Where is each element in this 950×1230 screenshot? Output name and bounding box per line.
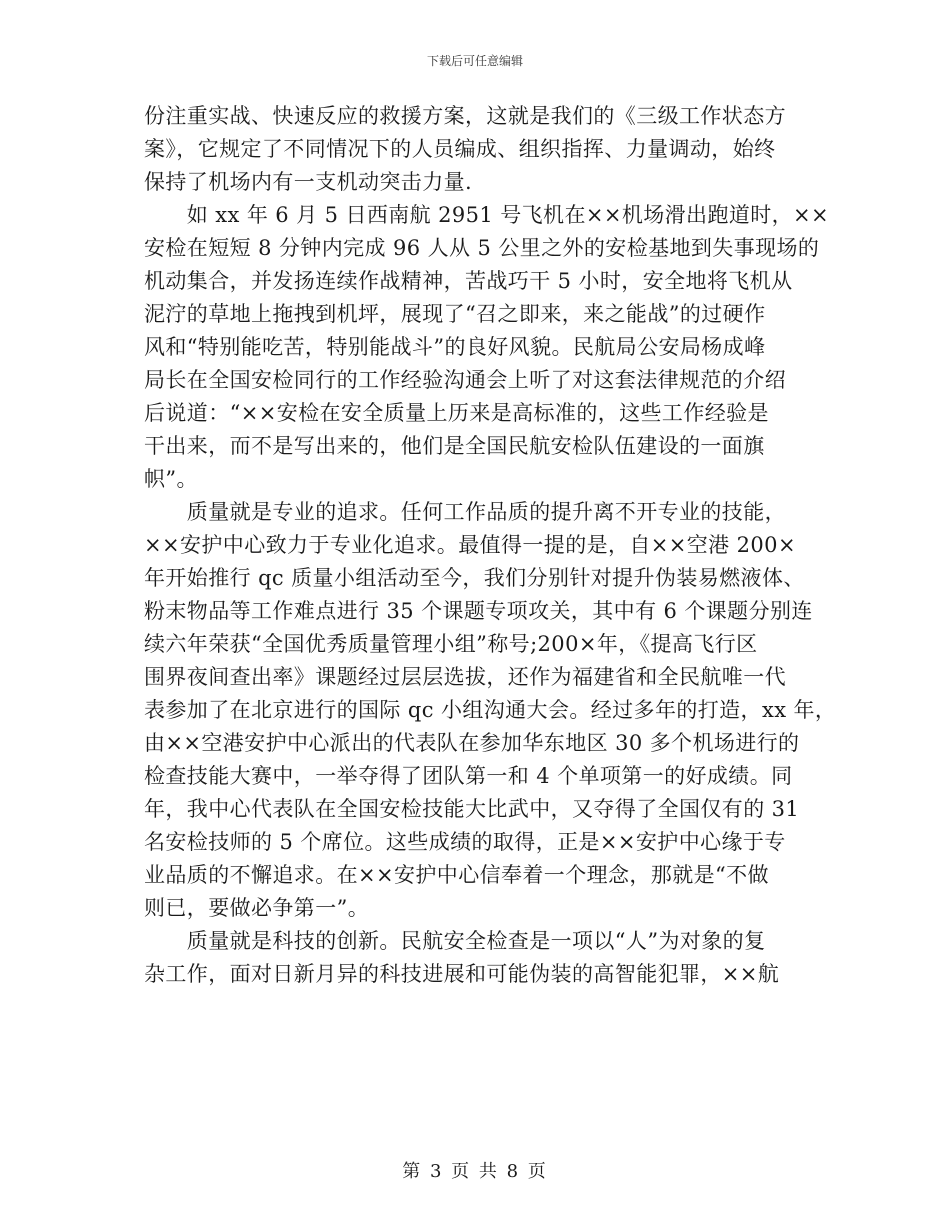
text-line: 检查技能大赛中，一举夺得了团队第一和 4 个单项第一的好成绩。同 [144, 764, 793, 788]
text-line: 质量就是专业的追求。任何工作品质的提升离不开专业的技能， [144, 500, 786, 524]
text-line: 围界夜间查出率》课题经过层层选拔，还作为福建省和全民航唯一代 [144, 665, 786, 689]
text-line: 帜”。 [144, 467, 198, 491]
text-line: 质量就是科技的创新。民航安全检查是一项以“人”为对象的复 [144, 929, 766, 953]
text-line: 风和“特别能吃苦，特别能战斗”的良好风貌。民航局公安局杨成峰 [144, 335, 766, 359]
text-line: 保持了机场内有一支机动突击力量. [144, 170, 473, 194]
text-line: 续六年荣获“全国优秀质量管理小组”称号;200×年，《提高飞行区 [144, 632, 758, 656]
text-line: 表参加了在北京进行的国际 qc 小组沟通大会。经过多年的打造，xx 年， [144, 698, 837, 722]
text-line: ××安护中心致力于专业化追求。最值得一提的是，自××空港 200× [144, 533, 796, 557]
text-line: 后说道：“××安检在安全质量上历来是高标准的，这些工作经验是 [144, 401, 769, 425]
text-line: 局长在全国安检同行的工作经验沟通会上听了对这套法律规范的介绍 [144, 368, 786, 392]
text-line: 泥泞的草地上拖拽到机坪，展现了“召之即来，来之能战”的过硬作 [144, 302, 766, 326]
text-line: 业品质的不懈追求。在××安护中心信奉着一个理念，那就是“不做 [144, 863, 769, 887]
text-line: 杂工作，面对日新月异的科技进展和可能伪装的高智能犯罪，××航 [144, 962, 780, 986]
document-body [144, 100, 837, 991]
text-line: 年开始推行 qc 质量小组活动至今，我们分别针对提升伪装易燃液体、 [144, 566, 805, 590]
text-line: 案》，它规定了不同情况下的人员编成、组织指挥、力量调动，始终 [144, 137, 776, 161]
text-line: 名安检技师的 5 个席位。这些成绩的取得，正是××安护中心缘于专 [144, 830, 786, 854]
text-line: 由××空港安护中心派出的代表队在参加华东地区 30 多个机场进行的 [144, 731, 800, 755]
text-line: 干出来，而不是写出来的，他们是全国民航安检队伍建设的一面旗 [144, 434, 765, 458]
text-line: 机动集合，并发扬连续作战精神，苦战巧干 5 小时，安全地将飞机从 [144, 269, 793, 293]
text-line: 年，我中心代表队在全国安检技能大比武中，又夺得了全国仅有的 31 [144, 797, 800, 821]
page-number-footer: 第 3 页 共 8 页 [402, 1161, 548, 1182]
text-line: 如 xx 年 6 月 5 日西南航 2951 号飞机在××机场滑出跑道时，×× [144, 203, 830, 227]
text-line: 粉末物品等工作难点进行 35 个课题专项攻关，其中有 6 个课题分别连 [144, 599, 813, 623]
text-line: 份注重实战、快速反应的救援方案，这就是我们的《三级工作状态方 [144, 104, 786, 128]
text-line: 则已，要做必争第一”。 [144, 896, 370, 920]
text-line: 安检在短短 8 分钟内完成 96 人从 5 公里之外的安检基地到失事现场的 [144, 236, 820, 260]
page-header: 下载后可任意编辑 [426, 54, 523, 68]
